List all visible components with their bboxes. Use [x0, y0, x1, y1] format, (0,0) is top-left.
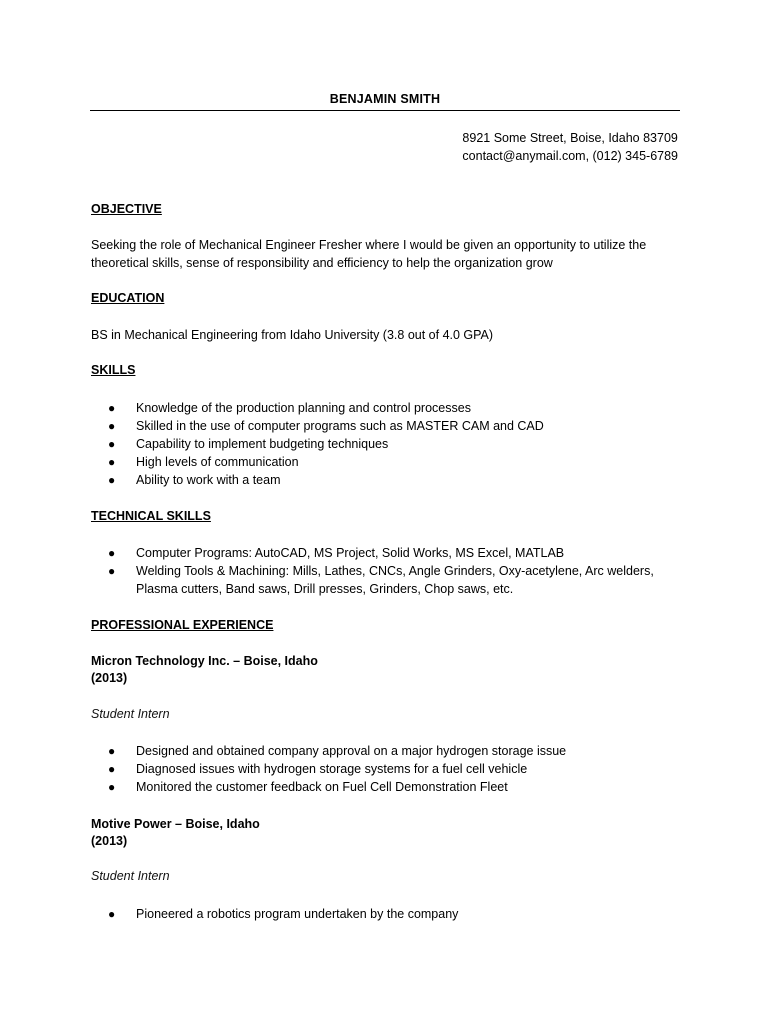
objective-text: Seeking the role of Mechanical Engineer Fresher where I would be given an opportunity to utilize the theoretical skills, sense of responsibility and efficiency to help the organization grow	[91, 238, 647, 270]
objective-heading: OBJECTIVE	[91, 202, 162, 216]
contact-block	[462, 129, 678, 165]
list-item-text: Welding Tools & Machining: Mills, Lathes, CNCs, Angle Grinders, Oxy-acetylene, Arc welders, Plasma cutters, Band saws, Drill presses, Grinders, Chop saws, etc.	[136, 564, 654, 596]
job-company	[91, 653, 318, 687]
bullet-icon: ●	[108, 401, 116, 415]
bullet-icon: ●	[108, 564, 116, 578]
bullet-icon: ●	[108, 419, 116, 433]
address-line: 8921 Some Street, Boise, Idaho 83709	[462, 131, 678, 145]
list-item-text: Skilled in the use of computer programs such as MASTER CAM and CAD	[136, 419, 544, 433]
list-item-text: Diagnosed issues with hydrogen storage systems for a fuel cell vehicle	[136, 762, 528, 776]
list-item	[108, 742, 668, 760]
bullet-icon: ●	[108, 455, 116, 469]
candidate-name: BENJAMIN SMITH	[329, 92, 441, 106]
education-text: BS in Mechanical Engineering from Idaho University (3.8 out of 4.0 GPA)	[91, 328, 494, 342]
job-year: (2013)	[91, 671, 128, 685]
list-item	[108, 544, 668, 562]
bullet-icon: ●	[108, 744, 116, 758]
technical-skills-heading: TECHNICAL SKILLS	[91, 509, 211, 523]
list-item	[108, 417, 668, 435]
list-item	[108, 453, 668, 471]
technical-skills-list	[108, 544, 668, 598]
list-item	[108, 778, 668, 796]
list-item	[108, 760, 668, 778]
list-item-text: Ability to work with a team	[136, 473, 281, 487]
bullet-icon: ●	[108, 762, 116, 776]
job-company	[91, 816, 260, 850]
job-duties-list	[108, 905, 668, 923]
email-phone-line: contact@anymail.com, (012) 345-6789	[462, 149, 678, 163]
skills-heading: SKILLS	[91, 363, 136, 377]
header-divider	[90, 110, 680, 111]
list-item-text: Monitored the customer feedback on Fuel Cell Demonstration Fleet	[136, 780, 508, 794]
list-item	[108, 435, 668, 453]
list-item-text: High levels of communication	[136, 455, 299, 469]
bullet-icon: ●	[108, 437, 116, 451]
job-role: Student Intern	[91, 869, 170, 883]
list-item	[108, 471, 668, 489]
skills-list	[108, 399, 668, 489]
job-role: Student Intern	[91, 707, 170, 721]
list-item	[108, 905, 668, 923]
list-item	[108, 399, 668, 417]
education-heading: EDUCATION	[91, 291, 165, 305]
bullet-icon: ●	[108, 473, 116, 487]
list-item-text: Knowledge of the production planning and control processes	[136, 401, 471, 415]
job-duties-list	[108, 742, 668, 796]
job-company-name: Motive Power – Boise, Idaho	[91, 817, 260, 831]
bullet-icon: ●	[108, 907, 116, 921]
list-item-text: Computer Programs: AutoCAD, MS Project, Solid Works, MS Excel, MATLAB	[136, 546, 565, 560]
job-company-name: Micron Technology Inc. – Boise, Idaho	[91, 654, 318, 668]
list-item-text: Designed and obtained company approval on a major hydrogen storage issue	[136, 744, 567, 758]
list-item-text: Pioneered a robotics program undertaken by the company	[136, 907, 459, 921]
bullet-icon: ●	[108, 546, 116, 560]
bullet-icon: ●	[108, 780, 116, 794]
job-year: (2013)	[91, 834, 128, 848]
list-item-text: Capability to implement budgeting techniques	[136, 437, 389, 451]
list-item	[108, 562, 668, 598]
experience-heading: PROFESSIONAL EXPERIENCE	[91, 618, 274, 632]
